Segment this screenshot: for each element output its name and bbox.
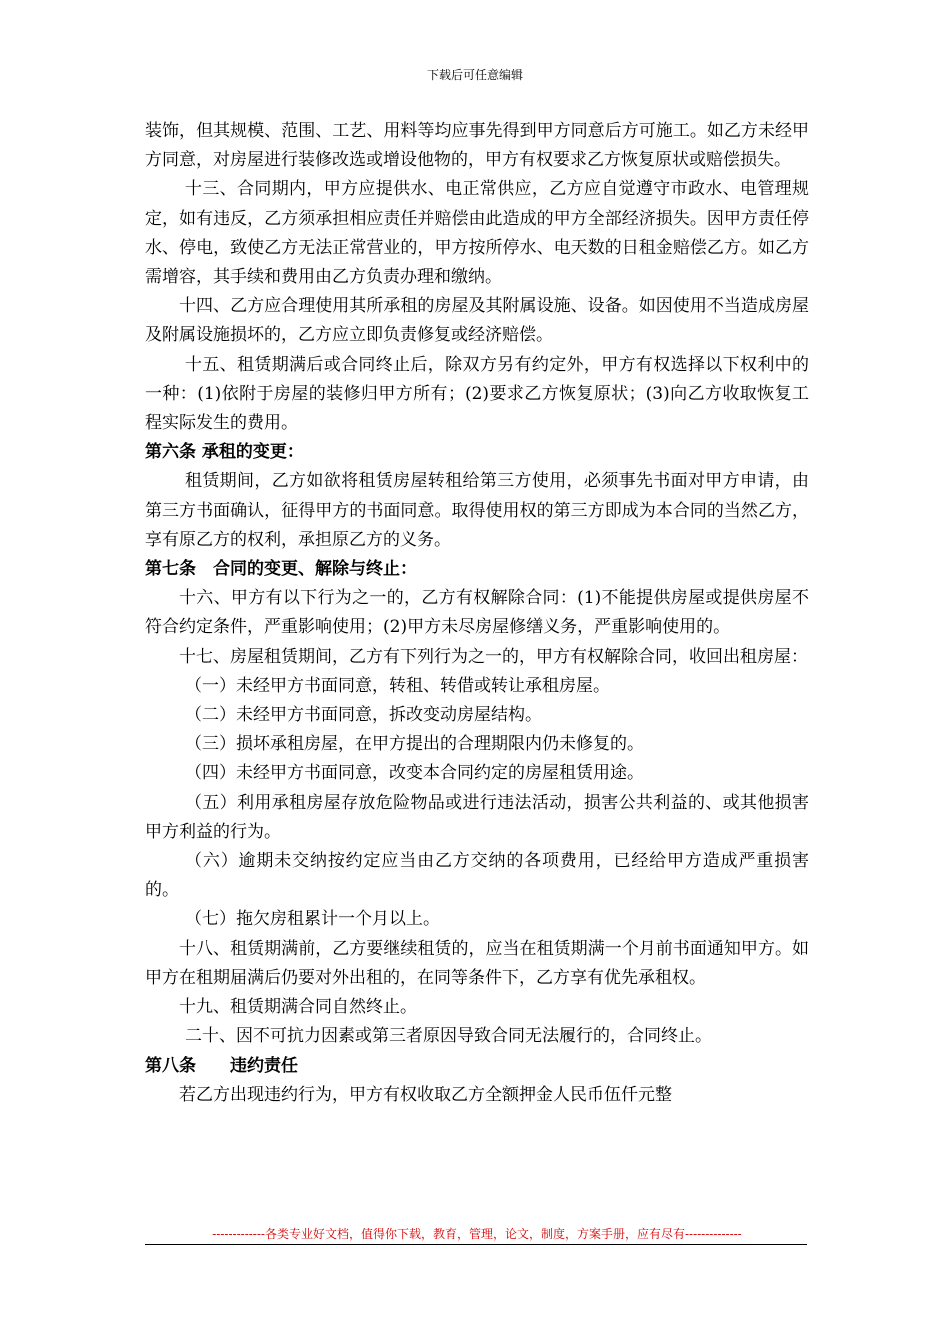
body-paragraph: 十八、租赁期满前，乙方要继续租赁的，应当在租赁期满一个月前书面通知甲方。如甲方在租期届满后仍要对外出租的，在同等条件下，乙方享有优先承租权。 [145, 938, 809, 988]
body-paragraph: 若乙方出现违约行为，甲方有权收取乙方全额押金人民币伍仟元整 [179, 1084, 672, 1105]
body-paragraph: 十四、乙方应合理使用其所承租的房屋及其附属设施、设备。如因使用不当造成房屋及附属设施损坏的，乙方应立即负责修复或经济赔偿。 [145, 296, 809, 346]
page-footer-banner: -------------各类专业好文档，值得你下载，教育，管理，论文，制度，方案手册，应有尽有-------------- [212, 1227, 742, 1241]
list-item: （三）损坏承租房屋，在甲方提出的合理期限内仍未修复的。 [185, 734, 644, 755]
body-paragraph: 十九、租赁期满合同自然终止。 [179, 997, 417, 1018]
document-body [145, 117, 809, 1110]
footer-divider [145, 1244, 807, 1245]
body-paragraph: （五）利用承租房屋存放危险物品或进行违法活动，损害公共利益的、或其他损害甲方利益的行为。 [145, 792, 809, 842]
section-heading: 第七条 合同的变更、解除与终止： [145, 559, 417, 580]
body-paragraph: 十六、甲方有以下行为之一的，乙方有权解除合同：(1)不能提供房屋或提供房屋不符合约定条件，严重影响使用；(2)甲方未尽房屋修缮义务，严重影响使用的。 [145, 588, 809, 638]
body-paragraph: 二十、因不可抗力因素或第三者原因导致合同无法履行的，合同终止。 [185, 1026, 712, 1047]
body-paragraph: 装饰，但其规模、范围、工艺、用料等均应事先得到甲方同意后方可施工。如乙方未经甲方同意，对房屋进行装修改选或增设他物的，甲方有权要求乙方恢复原状或赔偿损失。 [145, 121, 809, 171]
body-paragraph: 十五、租赁期满后或合同终止后，除双方另有约定外，甲方有权选择以下权利中的一种：(1)依附于房屋的装修归甲方所有；(2)要求乙方恢复原状；(3)向乙方收取恢复工程实际发生的费用。 [145, 354, 809, 434]
list-item: （四）未经甲方书面同意，改变本合同约定的房屋租赁用途。 [185, 763, 644, 784]
page-header: 下载后可任意编辑 [426, 68, 523, 82]
list-item: （一）未经甲方书面同意，转租、转借或转让承租房屋。 [185, 675, 610, 696]
body-paragraph: 租赁期间，乙方如欲将租赁房屋转租给第三方使用，必须事先书面对甲方申请，由第三方书面确认，征得甲方的书面同意。取得使用权的第三方即成为本合同的当然乙方，享有原乙方的权利，承担原乙方的义务。 [145, 471, 809, 550]
section-heading: 第八条 违约责任 [145, 1055, 298, 1076]
body-paragraph: 十三、合同期内，甲方应提供水、电正常供应，乙方应自觉遵守市政水、电管理规定，如有违反，乙方须承担相应责任并赔偿由此造成的甲方全部经济损失。因甲方责任停水、停电，致使乙方无法正常营业的，甲方按所停水、电天数的日租金赔偿乙方。如乙方需增容，其手续和费用由乙方负责办理和缴纳。 [145, 179, 809, 288]
section-heading: 第六条 承租的变更： [145, 442, 304, 463]
list-item: （二）未经甲方书面同意，拆改变动房屋结构。 [185, 705, 542, 726]
list-item: （七）拖欠房租累计一个月以上。 [185, 909, 440, 930]
body-paragraph: 十七、房屋租赁期间，乙方有下列行为之一的，甲方有权解除合同，收回出租房屋： [179, 646, 808, 667]
body-paragraph: （六）逾期未交纳按约定应当由乙方交纳的各项费用，已经给甲方造成严重损害的。 [145, 851, 809, 901]
